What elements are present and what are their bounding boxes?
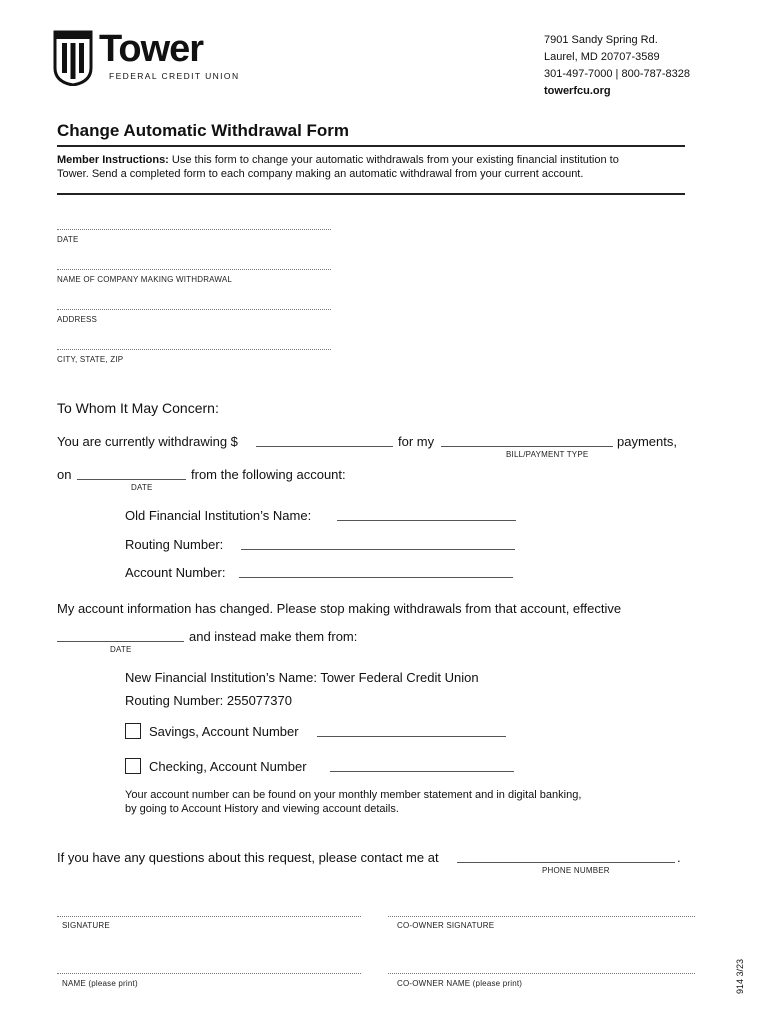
logo-wordmark: Tower [99, 28, 204, 70]
old-account-field[interactable] [239, 577, 513, 578]
withdrawal-amount-field[interactable] [256, 446, 393, 447]
company-name-label: NAME OF COMPANY MAKING WITHDRAWAL [57, 275, 233, 284]
savings-label: Savings, Account Number [149, 724, 299, 739]
address-block [544, 32, 690, 100]
instead-text: and instead make them from: [189, 629, 358, 644]
old-routing-label: Routing Number: [125, 537, 224, 552]
account-number-note [125, 788, 581, 816]
co-owner-name-label: CO-OWNER NAME (please print) [397, 979, 523, 988]
website-link[interactable]: towerfcu.org [544, 85, 611, 97]
contact-text: If you have any questions about this request, please contact me at [57, 850, 439, 865]
effective-date-field[interactable] [57, 641, 184, 642]
withdrawing-text: You are currently withdrawing $ [57, 434, 238, 449]
new-routing-text: Routing Number: 255077370 [125, 693, 292, 708]
date-label: DATE [57, 235, 79, 244]
address-street: 7901 Sandy Spring Rd. [544, 34, 658, 46]
note-line-2: by going to Account History and viewing account details. [125, 803, 399, 815]
on-text: on [57, 467, 72, 482]
checking-account-field[interactable] [330, 771, 514, 772]
logo-subtitle: FEDERAL CREDIT UNION [109, 71, 240, 81]
salutation: To Whom It May Concern: [57, 400, 219, 416]
company-name-field[interactable] [57, 269, 331, 270]
old-account-label: Account Number: [125, 565, 226, 580]
co-owner-name-field[interactable] [388, 973, 695, 974]
bill-type-field[interactable] [441, 446, 613, 447]
form-title: Change Automatic Withdrawal Form [57, 121, 350, 140]
following-account-text: from the following account: [191, 467, 346, 482]
co-owner-signature-label: CO-OWNER SIGNATURE [397, 921, 495, 930]
savings-checkbox[interactable] [125, 723, 141, 739]
instructions-label: Member Instructions: [57, 154, 169, 166]
city-state-zip-label: CITY, STATE, ZIP [57, 355, 124, 364]
title-rule [57, 145, 685, 147]
co-owner-signature-field[interactable] [388, 916, 695, 917]
instructions-text-2: Tower. Send a completed form to each company making an automatic withdrawal from your current account. [57, 168, 584, 180]
checking-checkbox[interactable] [125, 758, 141, 774]
phone-number-field[interactable] [457, 862, 675, 863]
instructions-rule [57, 193, 685, 195]
address-city: Laurel, MD 20707-3589 [544, 51, 660, 63]
name-label: NAME (please print) [62, 979, 138, 988]
start-date-label: DATE [131, 483, 153, 492]
form-code: 914 3/23 [735, 958, 745, 994]
note-line-1: Your account number can be found on your monthly member statement and in digital banking, [125, 789, 582, 801]
tower-logo-icon [53, 30, 93, 86]
old-fi-label: Old Financial Institution’s Name: [125, 508, 312, 523]
payments-text: payments, [617, 434, 677, 449]
for-my-text: for my [398, 434, 435, 449]
phone-numbers: 301-497-7000 | 800-787-8328 [544, 68, 690, 80]
old-fi-field[interactable] [337, 520, 516, 521]
start-date-field[interactable] [77, 479, 186, 480]
old-routing-field[interactable] [241, 549, 515, 550]
savings-account-field[interactable] [317, 736, 506, 737]
checking-label: Checking, Account Number [149, 759, 307, 774]
changed-text: My account information has changed. Please stop making withdrawals from that account, effective [57, 601, 622, 616]
address-field[interactable] [57, 309, 331, 310]
instructions-text: Use this form to change your automatic withdrawals from your existing financial institution to [168, 154, 619, 166]
city-state-zip-field[interactable] [57, 349, 331, 350]
address-label: ADDRESS [57, 315, 98, 324]
bill-type-label: BILL/PAYMENT TYPE [506, 450, 589, 459]
member-instructions [57, 153, 697, 181]
phone-number-label: PHONE NUMBER [542, 866, 610, 875]
signature-label: SIGNATURE [62, 921, 110, 930]
new-fi-text: New Financial Institution’s Name: Tower Federal Credit Union [125, 670, 479, 685]
name-field[interactable] [57, 973, 361, 974]
date-field[interactable] [57, 229, 331, 230]
logo [53, 30, 243, 86]
contact-period: . [677, 850, 681, 865]
signature-field[interactable] [57, 916, 361, 917]
effective-date-label: DATE [110, 645, 132, 654]
